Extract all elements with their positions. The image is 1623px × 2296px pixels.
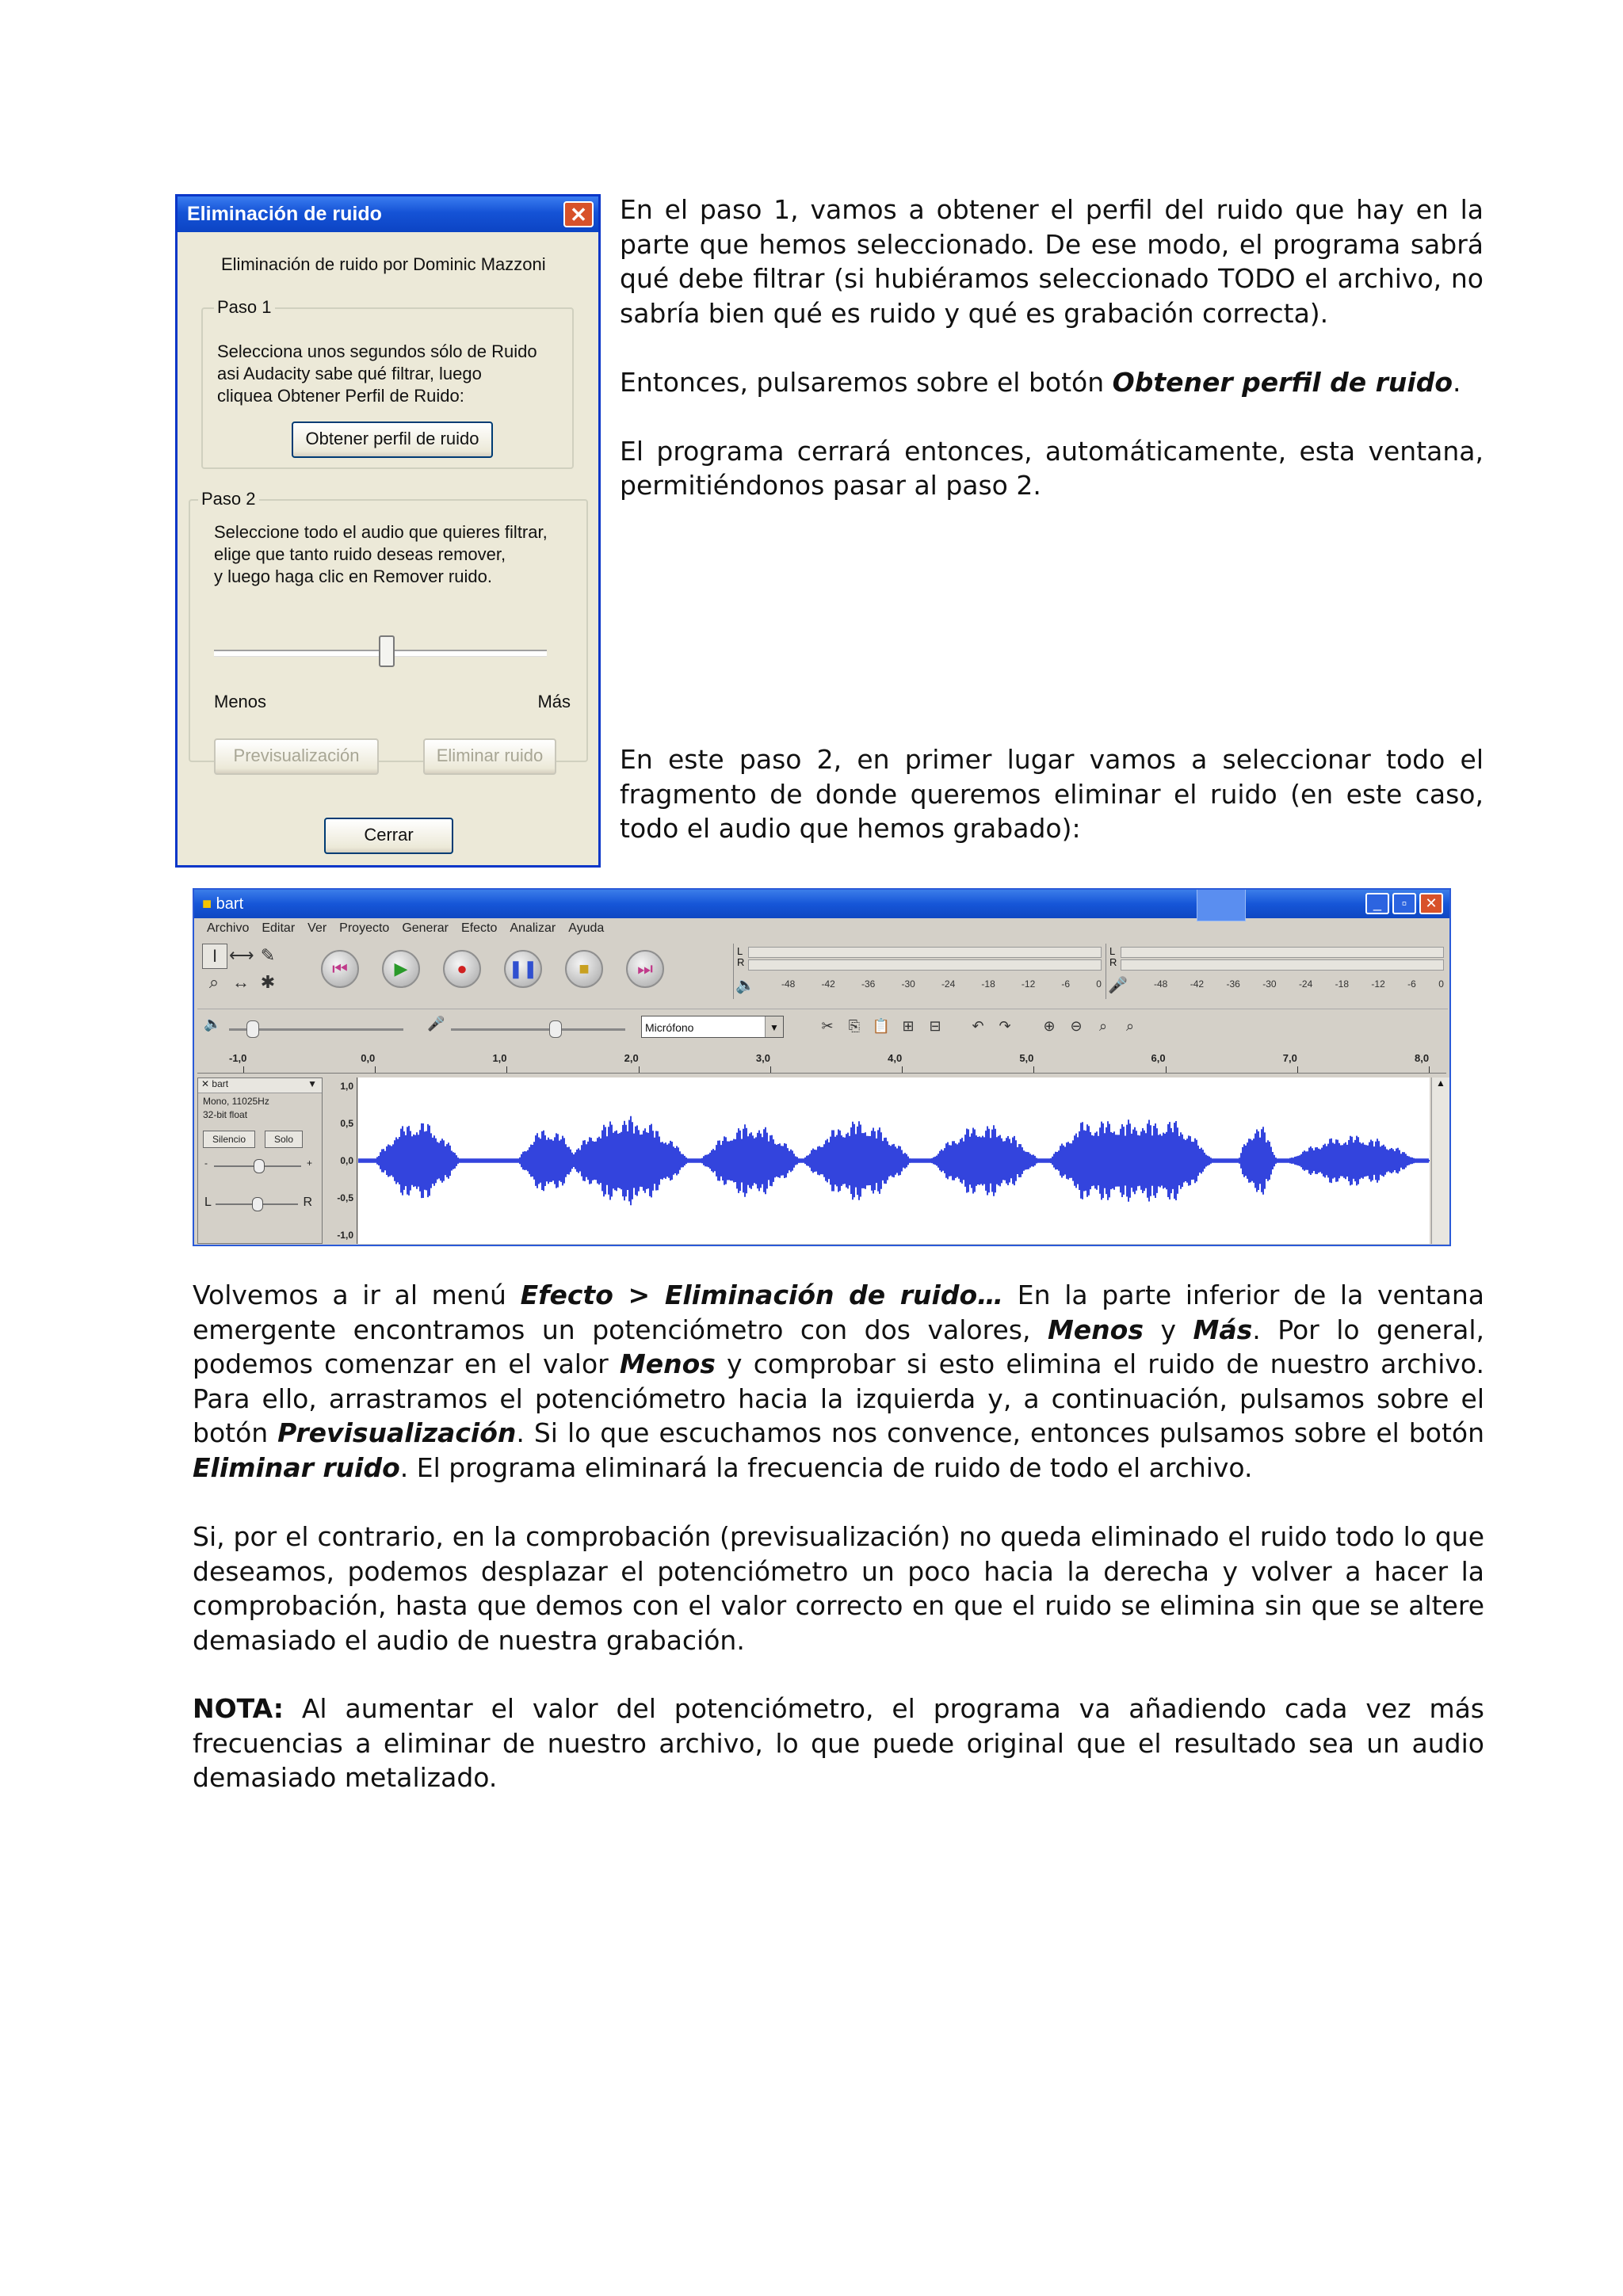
trim-icon[interactable]: ⊞: [902, 1018, 915, 1034]
gain-slider-thumb[interactable]: [254, 1159, 265, 1173]
dialog-title: Eliminación de ruido: [187, 203, 382, 225]
p2-post: .: [1453, 366, 1461, 398]
solo-button[interactable]: Solo: [265, 1131, 303, 1148]
skip-end-button[interactable]: ⏭: [626, 950, 664, 988]
input-source-value: Micrófono: [645, 1021, 694, 1034]
dialog-titlebar[interactable]: [178, 196, 598, 232]
output-meter-ticks: [781, 978, 1102, 990]
meter-tick-label: -48: [781, 978, 796, 990]
paragraph-text: . Si lo que escuchamos nos convence, entonces pulsamos sobre el botón: [516, 1417, 1484, 1448]
amplitude-tick-label: -1,0: [337, 1230, 353, 1241]
paragraph-adjust-slider: Si, por el contrario, en la comprobación (previsualización) no queda eliminado el ruido todo lo que deseamos, podemos desplazar el potenciómetro un poco hacia la derecha y volver a hacer la comprobación, hasta que demos con el valor correcto en que el ruido se elimina sin que se altere demasiado el audio de nuestra grabación.: [193, 1521, 1484, 1656]
track-control-panel: [197, 1077, 323, 1244]
ruler-tick: [1166, 1066, 1167, 1073]
menu-item-archivo[interactable]: Archivo: [207, 921, 250, 935]
tools-toolbar: [197, 942, 300, 996]
meter-tick-label: 0: [1438, 978, 1444, 990]
zoom-out-icon[interactable]: ⊖: [1070, 1018, 1083, 1034]
meter-tick-label: -48: [1154, 978, 1168, 990]
menu-item-proyecto[interactable]: Proyecto: [339, 921, 390, 935]
selection-tool-icon[interactable]: I: [202, 944, 227, 969]
noise-removal-dialog: [175, 194, 601, 868]
minimize-icon[interactable]: _: [1365, 893, 1389, 914]
waveform-area[interactable]: [358, 1077, 1430, 1244]
meter-tick-label: -24: [941, 978, 956, 990]
ruler-tick-label: -1,0: [229, 1052, 247, 1064]
ruler-tick: [375, 1066, 376, 1073]
step1-label: Paso 1: [214, 297, 275, 318]
ruler-tick-label: 4,0: [888, 1052, 903, 1064]
ruler-tick: [506, 1066, 507, 1073]
audacity-app-icon: ■: [202, 895, 212, 913]
preview-button[interactable]: Previsualización: [214, 738, 379, 775]
get-noise-profile-button[interactable]: Obtener perfil de ruido: [292, 421, 493, 458]
output-meter-bar: [748, 959, 1102, 971]
ruler-tick: [1297, 1066, 1298, 1073]
track-name: bart: [212, 1078, 229, 1089]
dialog-author-line: Eliminación de ruido por Dominic Mazzoni: [221, 254, 546, 274]
emphasis-term: Más: [1193, 1314, 1253, 1345]
menu-item-editar[interactable]: Editar: [262, 921, 296, 935]
fit-selection-icon[interactable]: ⌕: [1098, 1018, 1108, 1034]
meter-tick-label: 0: [1096, 978, 1102, 990]
step1-instruction-2: asi Audacity sabe qué filtrar, luego: [217, 364, 482, 383]
menu-item-generar[interactable]: Generar: [402, 921, 449, 935]
ruler-tick-label: 1,0: [492, 1052, 507, 1064]
step2-group: [189, 489, 588, 765]
mute-button[interactable]: Silencio: [203, 1131, 255, 1148]
track-menu-chevron-icon[interactable]: ▼: [307, 1078, 317, 1089]
zoom-in-icon[interactable]: ⊕: [1043, 1018, 1056, 1034]
meter-tick-label: -36: [1226, 978, 1240, 990]
paragraph-menu-effect: [193, 1278, 1484, 1485]
paragraph-window-closes: El programa cerrará entonces, automáticamente, esta ventana, permitiéndonos pasar al paso 2.: [620, 435, 1484, 501]
gain-minus-label: -: [204, 1158, 208, 1169]
skip-start-button[interactable]: ⏮: [321, 950, 359, 988]
ruler-tick: [243, 1066, 244, 1073]
amplitude-tick-label: 0,5: [340, 1118, 353, 1129]
meter-right-label: R: [737, 956, 745, 968]
paragraph-note: [193, 1691, 1484, 1795]
ruler-tick-label: 8,0: [1415, 1052, 1430, 1064]
emphasis-term: Menos: [1047, 1314, 1144, 1345]
timeline-ruler[interactable]: [197, 1051, 1446, 1074]
ruler-tick-label: 5,0: [1019, 1052, 1034, 1064]
cursor-highlight: [1197, 888, 1246, 921]
ruler-tick: [902, 1066, 903, 1073]
chevron-down-icon[interactable]: ▼: [765, 1016, 783, 1037]
maximize-icon[interactable]: ▫: [1392, 893, 1416, 914]
amplitude-scale: [325, 1077, 357, 1244]
meter-right-label: R: [1109, 956, 1117, 968]
stop-button[interactable]: ■: [565, 950, 603, 988]
output-volume-icon: 🔈: [204, 1016, 222, 1032]
audacity-window: [193, 888, 1451, 1246]
meter-tick-label: -42: [821, 978, 835, 990]
pan-left-label: L: [204, 1196, 212, 1209]
pan-right-label: R: [303, 1196, 312, 1209]
paragraph-step2: En este paso 2, en primer lugar vamos a seleccionar todo el fragmento de donde queremos eliminar el ruido (en este caso, todo el audio que hemos grabado):: [620, 744, 1484, 844]
emphasis-term: Menos: [619, 1348, 716, 1379]
cut-icon[interactable]: ✂: [821, 1018, 834, 1034]
draw-tool-icon[interactable]: ✎: [260, 945, 276, 965]
note-text: Al aumentar el valor del potenciómetro, el programa va añadiendo cada vez más frecuencias a eliminar de nuestro archivo, lo que puede original que el resultado sea un audio demasiado metalizado.: [193, 1693, 1484, 1793]
paragraph-text: En la parte inferior de la ventana emergente encontramos un potenciómetro con dos valores,: [193, 1280, 1484, 1345]
remove-noise-button[interactable]: Eliminar ruido: [423, 738, 556, 775]
amplitude-tick-label: -0,5: [337, 1192, 353, 1203]
speaker-icon: 🔈: [735, 977, 755, 994]
output-meter-bar: [748, 947, 1102, 958]
step1-instruction-1: Selecciona unos segundos sólo de Ruido: [217, 341, 537, 361]
fit-project-icon[interactable]: ⌕: [1125, 1018, 1135, 1034]
input-meter-bar: [1121, 947, 1444, 958]
noise-reduction-slider[interactable]: [214, 635, 547, 670]
meter-left-label: L: [737, 945, 743, 957]
timeshift-tool-icon[interactable]: ↔: [232, 972, 250, 992]
p2-emphasis: Obtener perfil de ruido: [1112, 366, 1453, 398]
record-button[interactable]: ●: [443, 950, 481, 988]
output-volume-thumb[interactable]: [246, 1020, 259, 1038]
multi-tool-icon[interactable]: ✱: [260, 972, 276, 992]
waveform-graphic: [358, 1077, 1430, 1244]
note-label: NOTA:: [193, 1693, 284, 1724]
paragraph-get-profile: [620, 365, 1484, 400]
ruler-tick-label: 6,0: [1151, 1052, 1166, 1064]
amplitude-tick-label: 1,0: [340, 1081, 353, 1092]
paragraph-text: y: [1143, 1314, 1193, 1345]
pause-button[interactable]: ❚❚: [504, 950, 542, 988]
input-volume-thumb[interactable]: [549, 1020, 562, 1038]
paragraph-text: . El programa eliminará la frecuencia de ruido de todo el archivo.: [399, 1451, 1253, 1483]
step2-instruction-3: y luego haga clic en Remover ruido.: [214, 566, 492, 586]
meter-tick-label: -24: [1298, 978, 1313, 990]
amplitude-tick-label: 0,0: [340, 1155, 353, 1166]
menu-item-ver[interactable]: Ver: [307, 921, 327, 935]
meter-tick-label: -18: [981, 978, 995, 990]
vertical-scrollbar[interactable]: [1431, 1077, 1449, 1244]
meter-tick-label: -6: [1061, 978, 1071, 990]
emphasis-term: Efecto > Eliminación de ruido…: [520, 1280, 1004, 1310]
emphasis-term: Eliminar ruido: [193, 1451, 400, 1483]
mixer-edit-toolbar: [197, 1009, 1448, 1047]
paragraph-text: Volvemos a ir al menú: [193, 1280, 521, 1310]
input-volume-slider[interactable]: [451, 1028, 625, 1031]
step2-instruction-1: Seleccione todo el audio que quieres filtrar,: [214, 522, 548, 542]
ruler-tick-label: 3,0: [755, 1052, 770, 1064]
zoom-tool-icon[interactable]: ⌕: [208, 972, 220, 992]
input-volume-icon: 🎤: [427, 1016, 445, 1032]
track-format: Mono, 11025Hz: [203, 1096, 269, 1107]
track-close-icon[interactable]: ✕: [201, 1078, 210, 1089]
paragraph-text: y comprobar si esto elimina el ruido de nuestro archivo. Para ello, arrastramos el potenciómetro hacia la izquierda y, a continuación, pulsamos sobre el botón: [193, 1348, 1484, 1448]
meter-tick-label: -36: [861, 978, 876, 990]
window-close-icon[interactable]: ✕: [1419, 893, 1443, 914]
ruler-tick: [770, 1066, 771, 1073]
play-button[interactable]: ▶: [382, 950, 420, 988]
meter-tick-label: -30: [1262, 978, 1277, 990]
step2-label: Paso 2: [198, 489, 259, 509]
step1-group: [201, 297, 574, 469]
input-meter[interactable]: [1106, 944, 1449, 999]
redo-icon[interactable]: ↷: [999, 1018, 1011, 1034]
menu-item-ayuda[interactable]: Ayuda: [568, 921, 605, 935]
emphasis-term: Previsualización: [277, 1417, 517, 1448]
slider-thumb[interactable]: [379, 635, 395, 667]
input-source-select[interactable]: [641, 1016, 784, 1038]
meter-tick-label: -18: [1335, 978, 1350, 990]
close-icon[interactable]: ✕: [563, 201, 594, 227]
menu-item-efecto[interactable]: Efecto: [461, 921, 498, 935]
paragraph-step1: En el paso 1, vamos a obtener el perfil del ruido que hay en la parte que hemos seleccionado. De ese modo, el programa sabrá qué debe filtrar (si hubiéramos seleccionado TODO el archivo, no sabría bien qué es ruido y qué es grabación correcta).: [620, 194, 1484, 329]
gain-plus-label: +: [306, 1158, 312, 1169]
scroll-up-icon[interactable]: ▲: [1436, 1077, 1445, 1089]
meter-tick-label: -42: [1190, 978, 1205, 990]
track-bit-depth: 32-bit float: [203, 1109, 248, 1120]
paste-icon[interactable]: 📋: [872, 1018, 891, 1034]
meter-left-label: L: [1109, 945, 1116, 957]
meter-tick-label: -6: [1407, 978, 1416, 990]
input-meter-bar: [1121, 959, 1444, 971]
slider-min-label: Menos: [214, 692, 267, 711]
undo-icon[interactable]: ↶: [972, 1018, 984, 1034]
audacity-menubar: [194, 918, 1449, 939]
p2-pre: Entonces, pulsaremos sobre el botón: [620, 366, 1113, 398]
menu-item-analizar[interactable]: Analizar: [510, 921, 556, 935]
track-header[interactable]: [198, 1078, 322, 1093]
ruler-tick: [639, 1066, 640, 1073]
envelope-tool-icon[interactable]: ⟷: [229, 945, 254, 965]
paragraph-text: . Por lo general, podemos comenzar en el valor: [193, 1314, 1484, 1379]
pan-slider-thumb[interactable]: [252, 1197, 263, 1211]
slider-max-label: Más: [537, 692, 571, 711]
step2-instruction-2: elige que tanto ruido deseas remover,: [214, 544, 506, 564]
close-dialog-button[interactable]: Cerrar: [324, 818, 453, 854]
microphone-icon: 🎤: [1108, 977, 1128, 994]
ruler-tick: [1033, 1066, 1034, 1073]
audacity-titlebar[interactable]: [194, 890, 1449, 918]
output-meter[interactable]: [733, 944, 1106, 999]
step1-instruction-3: cliquea Obtener Perfil de Ruido:: [217, 386, 464, 406]
ruler-tick: [1429, 1066, 1430, 1073]
ruler-tick-label: 7,0: [1282, 1052, 1297, 1064]
right-text-block: [620, 193, 1484, 503]
audacity-title: bart: [216, 895, 244, 913]
meter-tick-label: -30: [901, 978, 915, 990]
ruler-tick-label: 0,0: [361, 1052, 376, 1064]
copy-icon[interactable]: ⎘: [848, 1018, 861, 1034]
meter-tick-label: -12: [1021, 978, 1036, 990]
input-meter-ticks: [1154, 978, 1444, 990]
meter-tick-label: -12: [1371, 978, 1385, 990]
silence-icon[interactable]: ⊟: [929, 1018, 941, 1034]
ruler-tick-label: 2,0: [624, 1052, 639, 1064]
